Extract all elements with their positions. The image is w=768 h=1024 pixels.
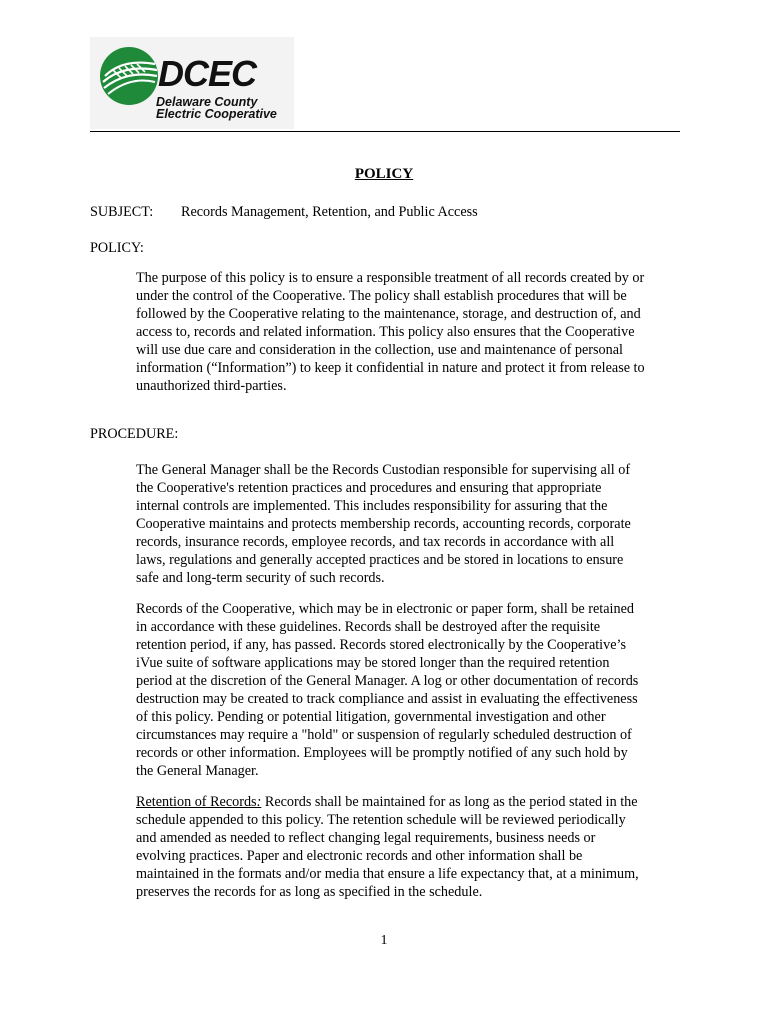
text-line: The purpose of this policy is to ensure a responsible treatment of all records created by or: [136, 270, 645, 286]
retention-first-line: Records shall be maintained for as long as the period stated in the: [261, 794, 638, 810]
text-line: and amended as needed to reflect changing legal requirements, business needs or: [136, 830, 596, 846]
retention-heading: Retention of Records: [136, 794, 257, 810]
text-line: The General Manager shall be the Records Custodian responsible for supervising all of: [136, 462, 631, 478]
text-line: iVue suite of software applications may be stored longer than the required retention: [136, 655, 610, 671]
text-line: the General Manager.: [136, 763, 259, 779]
dcec-logo: [90, 37, 294, 129]
text-line: destruction may be created to track compliance and assist in evaluating the effectiveness: [136, 691, 638, 707]
globe-icon: [99, 46, 159, 106]
logo-subtitle-line2: Electric Cooperative: [156, 107, 277, 121]
text-line: of this policy. Pending or potential litigation, governmental investigation and other: [136, 709, 606, 725]
text-line: internal controls are implemented. This includes responsibility for assuring that the: [136, 498, 608, 514]
subject-label: SUBJECT:: [90, 204, 154, 220]
retention-colon: :: [256, 794, 262, 810]
text-line: information (“Information”) to keep it confidential in nature and protect it from release to: [136, 360, 645, 376]
text-line: records, insurance records, employee records, and tax records in accordance with all: [136, 534, 615, 550]
text-line: unauthorized third-parties.: [136, 378, 287, 394]
text-line: schedule appended to this policy. The retention schedule will be reviewed periodically: [136, 812, 626, 828]
procedure-paragraph-2: [136, 600, 696, 780]
text-line: circumstances may require a "hold" or suspension of regularly scheduled destruction of: [136, 727, 632, 743]
text-line: in accordance with these guidelines. Records shall be destroyed after the requisite: [136, 619, 601, 635]
text-line: maintained in the formats and/or media that ensure a life expectancy that, at a minimum,: [136, 866, 639, 882]
header-divider: [90, 131, 680, 132]
policy-paragraph: [136, 269, 696, 395]
text-line: preserves the records for as long as specified in the schedule.: [136, 884, 483, 900]
text-line: evolving practices. Paper and electronic records and other information shall be: [136, 848, 583, 864]
policy-label: POLICY:: [90, 240, 144, 256]
text-line: access to, records and related information. This policy also ensures that the Cooperative: [136, 324, 635, 340]
subject-value: Records Management, Retention, and Public Access: [181, 204, 478, 220]
text-line: under the control of the Cooperative. The policy shall establish procedures that will be: [136, 288, 627, 304]
text-line: retention period, if any, has passed. Records stored electronically by the Cooperative’s: [136, 637, 626, 653]
text-line: laws, regulations and generally accepted practices and be stored in locations to ensure: [136, 552, 624, 568]
text-line: will use due care and consideration in the collection, use and maintenance of personal: [136, 342, 623, 358]
text-line: records or other information. Employees will be promptly notified of any such hold by: [136, 745, 628, 761]
page-title: POLICY: [354, 166, 414, 182]
procedure-label: PROCEDURE:: [90, 426, 179, 442]
page-number: 1: [380, 933, 388, 948]
text-line: Cooperative maintains and protects membership records, accounting records, corporate: [136, 516, 631, 532]
procedure-paragraph-1: [136, 461, 696, 587]
text-line: [136, 793, 696, 811]
logo-wordmark: DCEC: [158, 53, 257, 94]
text-line: followed by the Cooperative relating to the maintenance, storage, and destruction of, and: [136, 306, 641, 322]
retention-paragraph: [136, 793, 696, 901]
text-line: the Cooperative's retention practices and procedures and ensuring that appropriate: [136, 480, 602, 496]
logo-subtitle-line1: Delaware County: [156, 95, 258, 109]
text-line: safe and long-term security of such records.: [136, 570, 385, 586]
text-line: Records of the Cooperative, which may be in electronic or paper form, shall be retained: [136, 601, 634, 617]
text-line: period at the discretion of the General Manager. A log or other documentation of records: [136, 673, 639, 689]
